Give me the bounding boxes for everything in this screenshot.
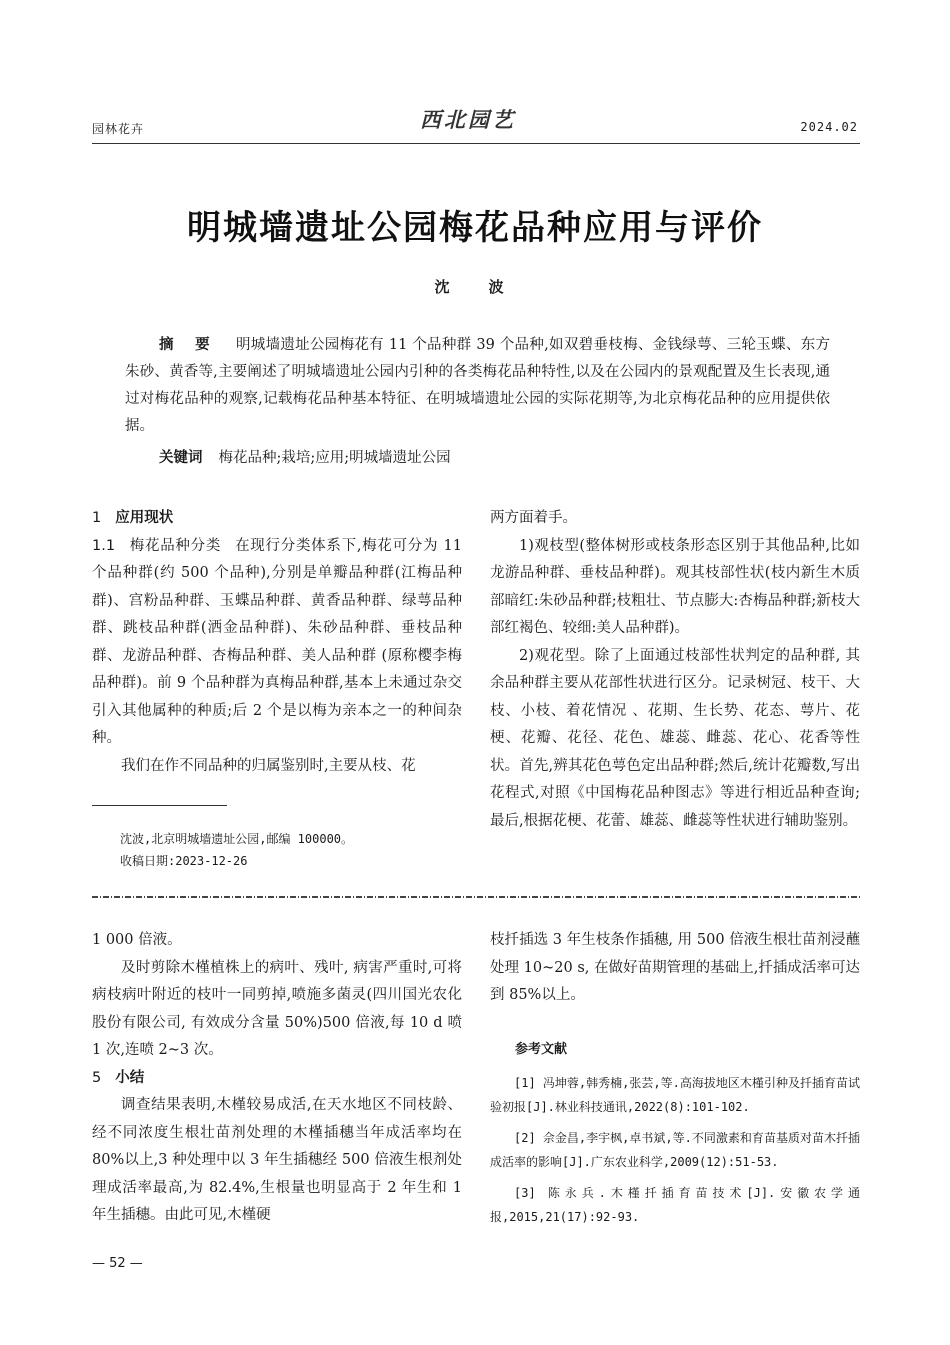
header-rule [92, 143, 860, 144]
section-1-number: 1 [92, 510, 102, 526]
abstract-label: 摘 要 [159, 337, 218, 353]
article-title: 明城墙遗址公园梅花品种应用与评价 [187, 208, 763, 248]
upper-right-column [490, 505, 860, 835]
lower-right-column [490, 927, 860, 1236]
abstract [125, 332, 830, 440]
paragraph-2-continued: 两方面着手。 [490, 510, 577, 526]
section-5-heading [92, 1065, 462, 1093]
subsection-1-1-title: 梅花品种分类 [129, 537, 222, 554]
paragraph-4: 2)观花型。除了上面通过枝部性状判定的品种群, 其余品种群主要从花部性状进行区分。记录树冠、枝干、大枝、小枝、着花情况 、花期、生长势、花态、萼片、花梗、花瓣、花径、花色、雄蕊、雌蕊、花心、花香等性状。首先,辨其花色萼色定出品种群;然后,统计花瓣数,写出花程式,对照《中国梅花品种图志》等进行相近品种查询;最后,根据花梗、花蕾、雄蕊、雌蕊等性状进行辅助鉴别。 [490, 647, 860, 829]
paragraph-3: 1)观枝型(整体树形或枝条形态区别于其他品种,比如龙游品种群、垂枝品种群)。观其枝部性状(枝内新生木质部暗红:朱砂品种群;枝粗壮、节点膨大:杏梅品种群;新枝大部红褐色、较细:美人品种群)。 [490, 537, 860, 636]
section-5-title: 小结 [115, 1069, 145, 1086]
article-divider [92, 896, 860, 898]
reference-3: [3] 陈永兵.木槿扦插育苗技术[J].安徽农学通报,2015,21(17):92-93. [490, 1186, 860, 1224]
journal-logo: 西北园艺 [420, 107, 516, 132]
lower-left-column [92, 927, 462, 1230]
references-title: 参考文献 [515, 1041, 568, 1057]
keywords [125, 445, 830, 472]
reference-2: [2] 佘金昌,李宇枫,卓书斌,等.不同激素和育苗基质对苗木扦插成活率的影响[J].广东农业科学,2009(12):51-53. [490, 1131, 860, 1169]
reference-1: [1] 冯坤蓉,韩秀楠,张芸,等.高海拔地区木槿引种及扦插育苗试验初报[J].林业科技通讯,2022(8):101-102. [490, 1076, 860, 1114]
section-1-heading [92, 505, 462, 533]
upper-left-column [92, 505, 462, 780]
abstract-text: 明城墙遗址公园梅花有 11 个品种群 39 个品种,如双碧垂枝梅、金钱绿萼、三轮玉蝶、东方朱砂、黄香等,主要阐述了明城墙遗址公园内引种的各类梅花品种特性,以及在公园内的景观配置及生长表现,通过对梅花品种的观察,记载梅花品种基本特征、在明城墙遗址公园的实际花期等,为北京梅花品种的应用提供依据。 [125, 337, 830, 434]
author-affiliation: 沈波,北京明城墙遗址公园,邮编 100000。 [120, 832, 354, 846]
lower-paragraph-1: 及时剪除木槿植株上的病叶、残叶, 病害严重时,可将病枝病叶附近的枝叶一同剪掉,喷施多菌灵(四川国光农化股份有限公司, 有效成分含量 50%)500 倍液,每 10 d 喷 1 次,连喷 2~3 次。 [92, 959, 462, 1058]
lower-paragraph-3: 枝扦插选 3 年生枝条作插穗, 用 500 倍液生根壮苗剂浸蘸处理 10~20 s, 在做好苗期管理的基础上,扦插成活率可达到 85%以上。 [490, 932, 860, 1003]
received-date: 收稿日期:2023-12-26 [120, 854, 248, 868]
subsection-1-1-number: 1.1 [92, 537, 116, 554]
issue-date: 2024.02 [800, 120, 858, 134]
lower-paragraph-0: 1 000 倍液。 [92, 932, 182, 948]
section-5-number: 5 [92, 1069, 102, 1086]
keywords-label: 关键词 [159, 450, 203, 466]
lower-paragraph-2: 调查结果表明,木槿较易成活,在天水地区不同枝龄、经不同浓度生根壮苗剂处理的木槿插穗当年成活率均在 80%以上,3 种处理中以 3 年生插穗经 500 倍液生根剂处理成活率最高,为 82.4%,生根量也明显高于 2 年生和 1 年生插穗。由此可见,木槿硬 [92, 1097, 462, 1223]
footnote [120, 828, 353, 872]
footnote-rule [92, 805, 227, 806]
paragraph-1 [92, 533, 462, 753]
paragraph-2: 我们在作不同品种的归属鉴别时,主要从枝、花 [121, 757, 416, 774]
page-number: — 52 — [92, 1256, 143, 1271]
keywords-text: 梅花品种;栽培;应用;明城墙遗址公园 [218, 450, 451, 466]
article-author: 沈 波 [434, 278, 516, 296]
section-label: 园林花卉 [92, 122, 145, 136]
section-1-title: 应用现状 [115, 510, 174, 526]
paragraph-1-text: 在现行分类体系下,梅花可分为 11 个品种群(约 500 个品种),分别是单瓣品种群(江梅品种群)、宫粉品种群、玉蝶品种群、黄香品种群、绿萼品种群、跳枝品种群(洒金品种群)、朱砂品种群、垂枝品种群、龙游品种群、杏梅品种群、美人品种群 (原称樱李梅品种群)。前 9 个品种群为真梅品种群,基本上未通过杂交引入其他属种的种质;后 2 个是以梅为亲本之一的种间杂种。 [92, 537, 463, 746]
